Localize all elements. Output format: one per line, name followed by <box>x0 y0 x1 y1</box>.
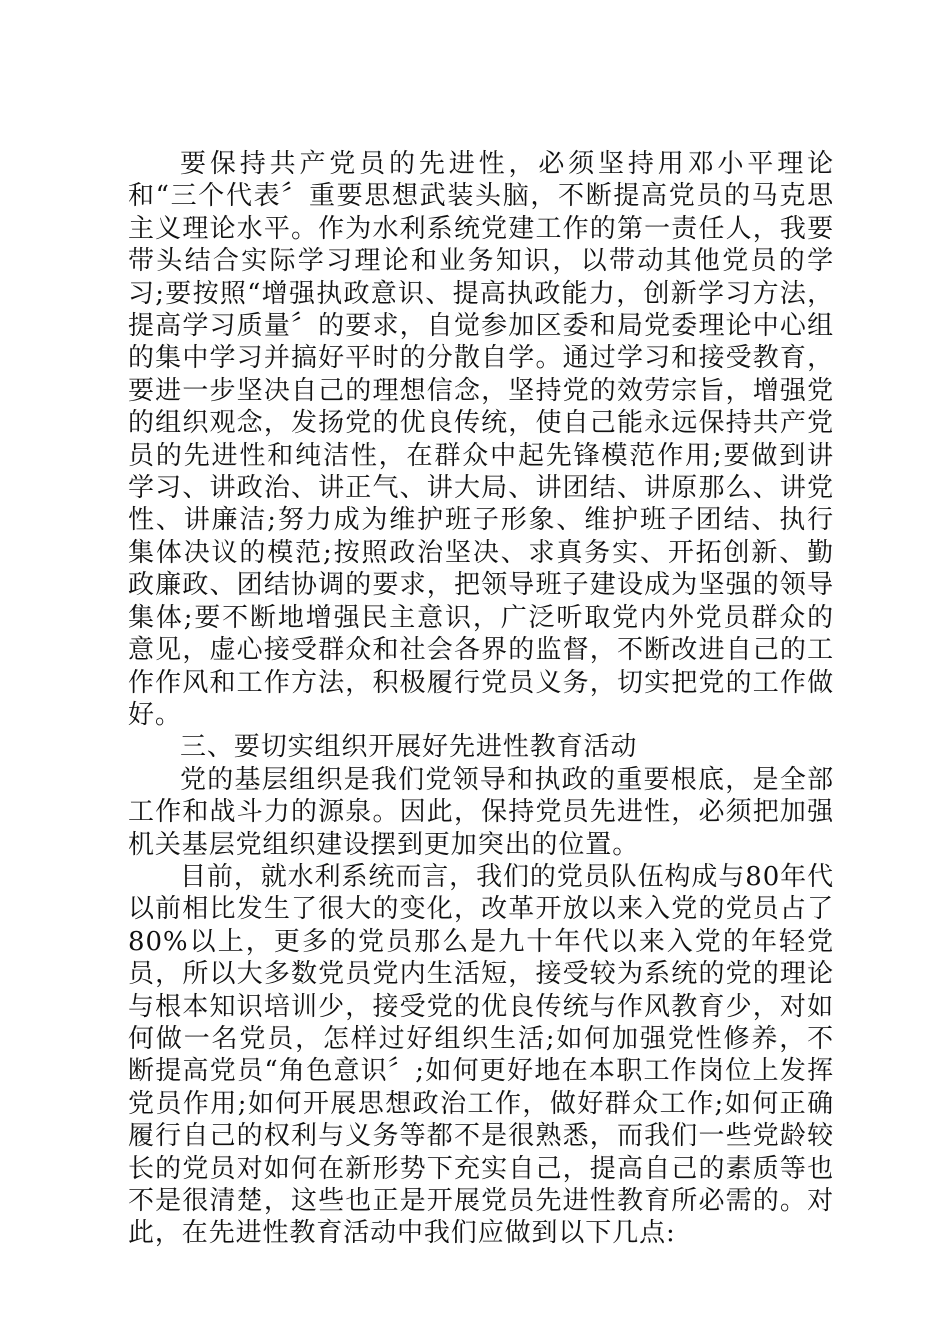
section-heading: 三、要切实组织开展好先进性教育活动 <box>180 732 638 763</box>
body-paragraph: 要保持共产党员的先进性，必须坚持用邓小平理论和“三个代表〞重要思想武装头脑，不断提高党员的马克思主义理论水平。作为水利系统党建工作的第一责任人，我要带头结合实际学习理论和业务知识，以带动其他党员的学习;要按照“增强执政意识、提高执政能力，创新学习方法，提高学习质量〞的要求，自觉参加区委和局党委理论中心组的集中学习并搞好平时的分散自学。通过学习和接受教育，要进一步坚决自己的理想信念，坚持党的效劳宗旨，增强党的组织观念，发扬党的优良传统，使自己能永远保持共产党员的先进性和纯洁性，在群众中起先锋模范作用;要做到讲学习、讲政治、讲正气、讲大局、讲团结、讲原那么、讲党性、讲廉洁;努力成为维护班子形象、维护班子团结、执行集体决议的模范;按照政治坚决、求真务实、开拓创新、勤政廉政、团结协调的要求，把领导班子建设成为坚强的领导集体;要不断地增强民主意识，广泛听取党内外党员群众的意见，虚心接受群众和社会各界的监督，不断改进自己的工作作风和工作方法，积极履行党员义务，切实把党的工作做好。 <box>128 149 834 730</box>
body-paragraph: 目前，就水利系统而言，我们的党员队伍构成与80年代以前相比发生了很大的变化，改革开放以来入党的党员占了80%以上，更多的党员那么是九十年代以来入党的年轻党员，所以大多数党员党内生活短，接受较为系统的党的理论与根本知识培训少，接受党的优良传统与作风教育少，对如何做一名党员，怎样过好组织生活;如何加强党性修养，不断提高党员“角色意识〞;如何更好地在本职工作岗位上发挥党员作用;如何开展思想政治工作，做好群众工作;如何正确履行自己的权利与义务等都不是很熟悉，而我们一些党龄较长的党员对如何在新形势下充实自己，提高自己的素质等也不是很清楚，这些也正是开展党员先进性教育所必需的。对此，在先进性教育活动中我们应做到以下几点: <box>128 861 834 1249</box>
document-body <box>128 148 834 1250</box>
body-paragraph: 党的基层组织是我们党领导和执政的重要根底，是全部工作和战斗力的源泉。因此，保持党员先进性，必须把加强机关基层党组织建设摆到更加突出的位置。 <box>128 764 834 860</box>
